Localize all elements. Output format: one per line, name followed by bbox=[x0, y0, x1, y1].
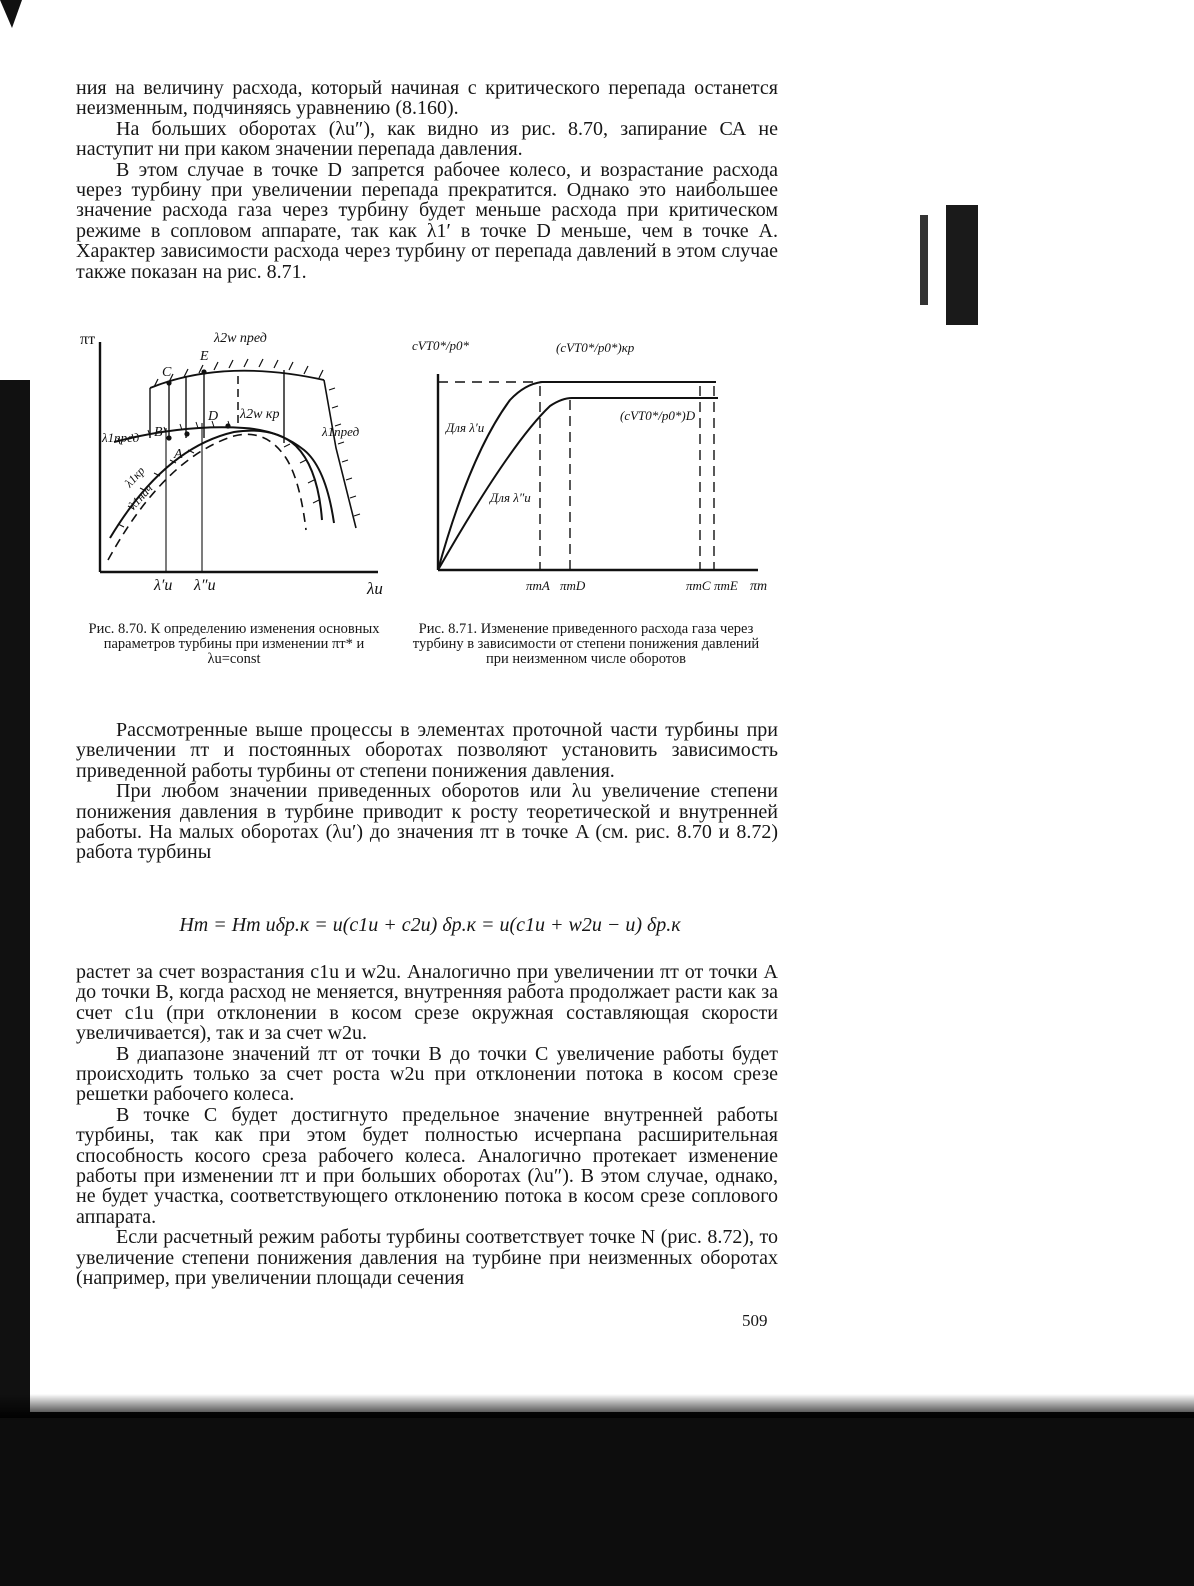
fig70-label-1pred-right: λ1пред bbox=[322, 424, 360, 439]
fig71-curve2-label: Для λ″u bbox=[490, 490, 531, 505]
fig70-line-1pred-right bbox=[324, 380, 356, 528]
fig70-point-B: B bbox=[154, 425, 163, 440]
fig70-label-1kr: λ1кр bbox=[121, 463, 148, 491]
fig70-tick-lu1: λ′u bbox=[154, 577, 173, 594]
fig70-point-D: D bbox=[208, 409, 219, 424]
fig70-point-A: A bbox=[174, 447, 183, 462]
top-text-block bbox=[76, 78, 778, 282]
fig70-curve-middle bbox=[114, 427, 334, 523]
paragraph: ния на величину расхода, который начиная с критического перепада останется неизменным, подчиняясь уравнению (8.160). bbox=[76, 77, 778, 120]
scan-shadow-left bbox=[0, 380, 30, 1520]
fig70-point-E: E bbox=[200, 349, 209, 364]
fig71-kr-label: (cVT0*/p0*)кр bbox=[556, 340, 635, 355]
fig70-label-1nach: λ1нач bbox=[125, 481, 156, 513]
fig71-curve1-label: Для λ′u bbox=[446, 420, 485, 435]
fig71-tick-A: πтA bbox=[526, 578, 550, 593]
corner-mark bbox=[0, 0, 22, 28]
paragraph: растет за счет возрастания c1u и w2u. Аналогично при увеличении πт от точки A до точки B, когда расход не меняется, внутренняя работа продолжает расти как за счет c1u (при отклонении в косом срезе окружная составляющая скорости увеличивается), так и за счет w2u. bbox=[76, 961, 778, 1045]
binding-mark-secondary bbox=[920, 215, 928, 305]
paragraph: При любом значении приведенных оборотов или λu увеличение степени понижения давления в турбине приводит к росту теоретической и внутренней работы. На малых оборотах (λu′) до значения πт в точке A (см. рис. 8.70 и 8.72) работа турбины bbox=[76, 780, 778, 864]
figure-8-70 bbox=[74, 328, 396, 610]
fig70-caption: Рис. 8.70. К определению изменения основных параметров турбины при изменении πт* и λu=const bbox=[88, 621, 380, 668]
middle-text-block bbox=[76, 720, 778, 863]
formula: Hт = Hт uδр.к = u(c1u + c2u) δр.к = u(c1u + w2u − u) δр.к bbox=[179, 914, 681, 936]
paragraph: Рассмотренные выше процессы в элементах проточной части турбины при увеличении πт и постоянных оборотах позволяют установить зависимость приведенной работы турбины от степени понижения давления. bbox=[76, 719, 778, 782]
fig71-caption: Рис. 8.71. Изменение приведенного расхода газа через турбину в зависимости от степени понижения давлений при неизменном числе оборотов bbox=[412, 621, 760, 668]
page-number: 509 bbox=[742, 1311, 768, 1330]
scan-shadow-bottom bbox=[0, 1412, 1194, 1586]
binding-mark bbox=[946, 205, 978, 325]
fig70-tick-lu2: λ″u bbox=[194, 577, 216, 594]
figure-8-71 bbox=[410, 334, 778, 602]
paragraph: На больших оборотах (λu″), как видно из рис. 8.70, запирание СА не наступит ни при каком значении перепада давления. bbox=[76, 117, 778, 161]
paragraph: В диапазоне значений πт от точки B до точки C увеличение работы будет происходить только за счет роста w2u при отклонении потока в косом срезе решетки рабочего колеса. bbox=[76, 1042, 778, 1106]
fig70-x-label: λu bbox=[367, 579, 383, 598]
fig70-label-1pred-left: λ1пред bbox=[102, 430, 140, 445]
fig70-y-label: πт bbox=[80, 331, 96, 348]
paragraph: В этом случае в точке D запрется рабочее колесо, и возрастание расхода через турбину при увеличении перепада прекратится. Однако это наибольшее значение расхода газа через турбину будет меньше расхода при критическом режиме в сопловом аппарате, так как λ1′ в точке D меньше, чем в точке A. Характер зависимости расхода через турбину от перепада давлений в этом случае также показан на рис. 8.71. bbox=[76, 158, 778, 283]
fig71-tick-C: πтC bbox=[686, 578, 711, 593]
fig70-label-w2kr: λ2w кр bbox=[240, 407, 280, 422]
fig70-label-w2pred: λ2w пред bbox=[214, 331, 267, 346]
fig71-d-label: (cVT0*/p0*)D bbox=[620, 408, 696, 423]
fig70-curve-w2-pred bbox=[150, 371, 324, 388]
fig71-tick-E: πтE bbox=[714, 578, 738, 593]
bottom-text-block bbox=[76, 962, 778, 1289]
paragraph: Если расчетный режим работы турбины соответствует точке N (рис. 8.72), то увеличение степени понижения давления на турбине при неизменных оборотах (например, при увеличении площади сечения bbox=[76, 1226, 778, 1290]
fig71-x-label: πт bbox=[750, 579, 768, 594]
fig71-tick-D: πтD bbox=[560, 578, 586, 593]
fig70-point-C: C bbox=[162, 365, 172, 380]
fig71-y-label: cVT0*/p0* bbox=[412, 338, 470, 353]
paragraph: В точке C будет достигнуто предельное значение внутренней работы турбины, так как при этом будет полностью исчерпана расширительная способность косого среза рабочего колеса. Аналогично протекает изменение работы при изменении πт и при больших оборотах (λu″). В этом случае, однако, не будет участка, соответствующего отклонению потока в косом срезе соплового аппарата. bbox=[76, 1103, 778, 1228]
